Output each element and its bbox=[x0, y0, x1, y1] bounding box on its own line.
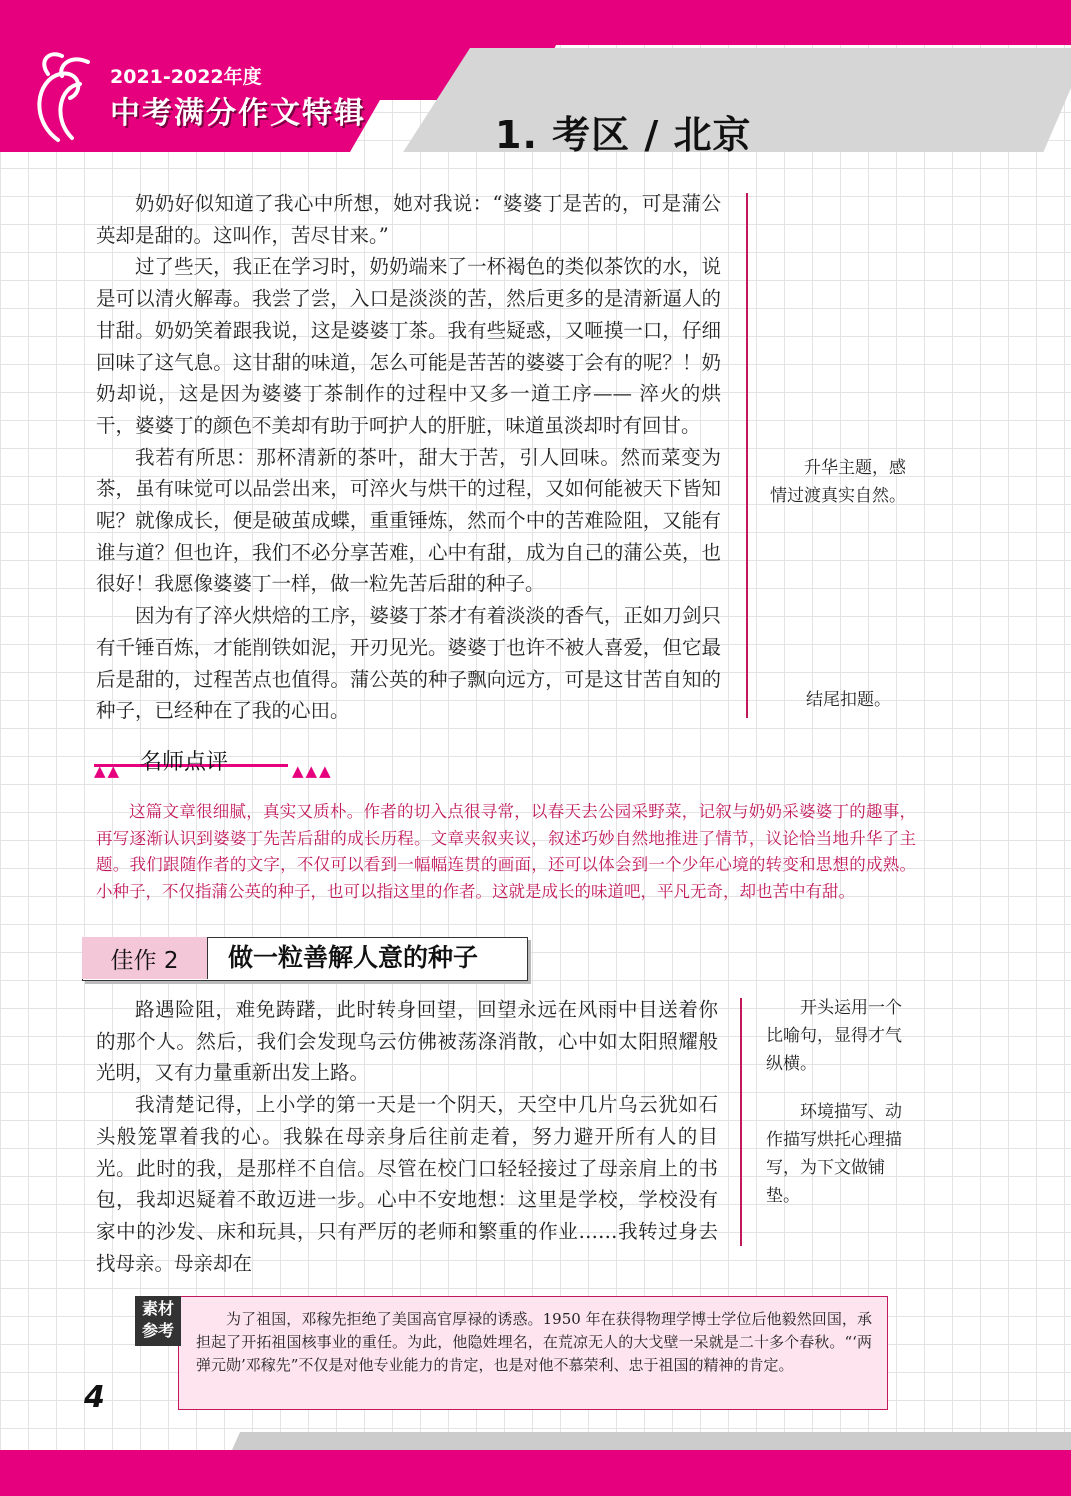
essay2-title: 做一粒善解人意的种子 bbox=[228, 943, 479, 972]
material-badge-line: 素材 bbox=[141, 1299, 174, 1318]
footer-band bbox=[0, 1432, 1071, 1496]
section-title: 1. 考区 / 北京 bbox=[495, 113, 752, 157]
header-year: 2021-2022年度 bbox=[110, 66, 262, 88]
essay1-paragraph: 过了些天，我正在学习时，奶奶端来了一杯褐色的类似茶饮的水，说是可以清火解毒。我尝了尝，入口是淡淡的苦，然后更多的是清新逼人的甘甜。奶奶笑着跟我说，这是婆婆丁茶。我有些疑惑，又咂摸一口，仔细回味了这气息。这甘甜的味道，怎么可能是苦苦的婆婆丁会有的呢？！奶奶却说，这是因为婆婆丁茶制作的过程中又多一道工序—— 淬火的烘干，婆婆丁的颜色不美却有助于呵护人的肝脏，味道虽淡却时有回甘。 bbox=[96, 255, 721, 437]
margin-divider bbox=[746, 193, 748, 718]
header-title: 中考满分作文特辑 bbox=[110, 96, 366, 131]
material-badge bbox=[135, 1296, 181, 1346]
essay2-paragraph: 路遇险阻，难免踌躇，此时转身回望，回望永远在风雨中目送着你的那个人。然后，我们会发现乌云仿佛被荡涤消散，心中如太阳照耀般光明，又有力量重新出发上路。 bbox=[96, 998, 718, 1085]
essay2-label: 佳作 2 bbox=[82, 937, 208, 979]
margin-note: 环境描写、动作描写烘托心理描写，为下文做铺垫。 bbox=[766, 1102, 902, 1206]
essay1-paragraph: 奶奶好似知道了我心中所想，她对我说：“婆婆丁是苦的，可是蒲公英却是甜的。这叫作，苦尽甘来。” bbox=[96, 192, 721, 247]
essay1-paragraph: 因为有了淬火烘焙的工序，婆婆丁茶才有着淡淡的香气，正如刀剑只有千锤百炼，才能削铁如泥，开刃见光。婆婆丁也许不被人喜爱，但它最后是甜的，过程苦点也值得。蒲公英的种子飘向远方，可是这甘苦自知的种子，已经种在了我的心田。 bbox=[96, 604, 721, 723]
page-number: 4 bbox=[84, 1380, 105, 1415]
essay2-body bbox=[96, 994, 718, 1279]
review-text: 这篇文章很细腻，真实又质朴。作者的切入点很寻常，以春天去公园采野菜，记叙与奶奶采婆婆丁的趣事，再写逐渐认识到婆婆丁先苦后甜的成长历程。文章夹叙夹议，叙述巧妙自然地推进了情节，议论恰当地升华了主题。我们跟随作者的文字，不仅可以看到一幅幅连贯的画面，还可以体会到一个少年心境的转变和思想的成熟。小种子，不仅指蒲公英的种子，也可以指这里的作者。这就是成长的味道吧，平凡无奇，却也苦中有甜。 bbox=[96, 802, 916, 901]
margin-note: 升华主题，感情过渡真实自然。 bbox=[770, 458, 906, 506]
margin-note: 开头运用一个比喻句，显得才气纵横。 bbox=[766, 998, 902, 1074]
margin-divider bbox=[740, 998, 742, 1246]
triangle-marker-icon: ▲▲▲ bbox=[292, 762, 333, 780]
review-title: 名师点评 bbox=[140, 750, 229, 775]
material-text: 为了祖国，邓稼先拒绝了美国高官厚禄的诱惑。1950 年在获得物理学博士学位后他毅然回国，承担起了开拓祖国核事业的重任。为此，他隐姓埋名，在荒凉无人的大戈壁一呆就是二十多个春秋。“‘两弹元勋’邓稼先”不仅是对他专业能力的肯定，也是对他不慕荣利、忠于祖国的精神的肯定。 bbox=[196, 1310, 872, 1374]
triangle-marker-icon: ▲▲ bbox=[94, 762, 122, 780]
material-badge-line: 参考 bbox=[141, 1321, 174, 1340]
essay1-body bbox=[96, 188, 721, 727]
essay1-paragraph: 我若有所思：那杯清新的茶叶，甜大于苦，引人回味。然而菜变为茶，虽有味觉可以品尝出来，可淬火与烘干的过程，又如何能被天下皆知呢？就像成长，便是破茧成蝶，重重锤炼，然而个中的苦难险阻，又能有谁与道？但也许，我们不必分享苦难，心中有甜，成为自己的蒲公英，也很好！我愿像婆婆丁一样，做一粒先苦后甜的种子。 bbox=[96, 445, 721, 596]
essay2-paragraph: 我清楚记得，上小学的第一天是一个阴天，天空中几片乌云犹如石头般笼罩着我的心。我躲在母亲身后往前走着，努力避开所有人的目光。此时的我，是那样不自信。尽管在校门口轻轻接过了母亲肩上的书包，我却迟疑着不敢迈进一步。心中不安地想：这里是学校，学校没有家中的沙发、床和玩具，只有严厉的老师和繁重的作业……我转过身去找母亲。母亲却在 bbox=[96, 1093, 718, 1275]
margin-note: 结尾扣题。 bbox=[806, 690, 891, 710]
